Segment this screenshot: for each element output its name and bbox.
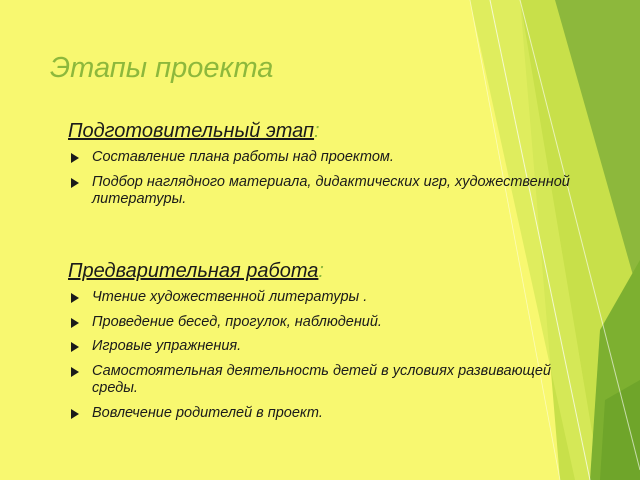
- section-heading: [68, 260, 588, 283]
- list-item: [68, 363, 588, 398]
- list-item: [68, 338, 588, 356]
- triangle-right-icon: [71, 178, 79, 188]
- triangle-right-icon: [71, 318, 79, 328]
- list-item-text: Игровые упражнения.: [92, 338, 242, 354]
- section-preparatory: [68, 120, 588, 216]
- list-item: [68, 174, 588, 209]
- triangle-right-icon: [71, 153, 79, 163]
- list-item-text: Самостоятельная деятельность детей в условиях развивающей среды.: [92, 362, 551, 396]
- list-item-text: Проведение бесед, прогулок, наблюдений.: [92, 313, 382, 330]
- section-heading-text: Подготовительный этап: [68, 120, 315, 142]
- triangle-right-icon: [71, 342, 79, 352]
- triangle-right-icon: [71, 367, 79, 377]
- list-item: [68, 314, 588, 332]
- section-heading: [68, 120, 588, 143]
- list-item-text: Чтение художественной литературы .: [92, 289, 368, 305]
- bullet-list: [68, 289, 588, 422]
- heading-colon: :: [318, 260, 324, 282]
- section-heading-text: Предварительная работа: [68, 260, 319, 282]
- list-item-text: Подбор наглядного материала, дидактических игр, художественной литературы.: [92, 173, 570, 207]
- section-preliminary: [68, 260, 588, 429]
- heading-colon: :: [314, 120, 320, 142]
- list-item-text: Составление плана работы над проектом.: [92, 149, 394, 165]
- list-item: [68, 149, 588, 167]
- list-item: [68, 289, 588, 307]
- triangle-right-icon: [71, 293, 79, 303]
- list-item: [68, 405, 588, 423]
- triangle-right-icon: [71, 409, 79, 419]
- list-item-text: Вовлечение родителей в проект.: [92, 404, 323, 421]
- slide-title: Этапы проекта: [50, 52, 274, 84]
- bullet-list: [68, 149, 588, 209]
